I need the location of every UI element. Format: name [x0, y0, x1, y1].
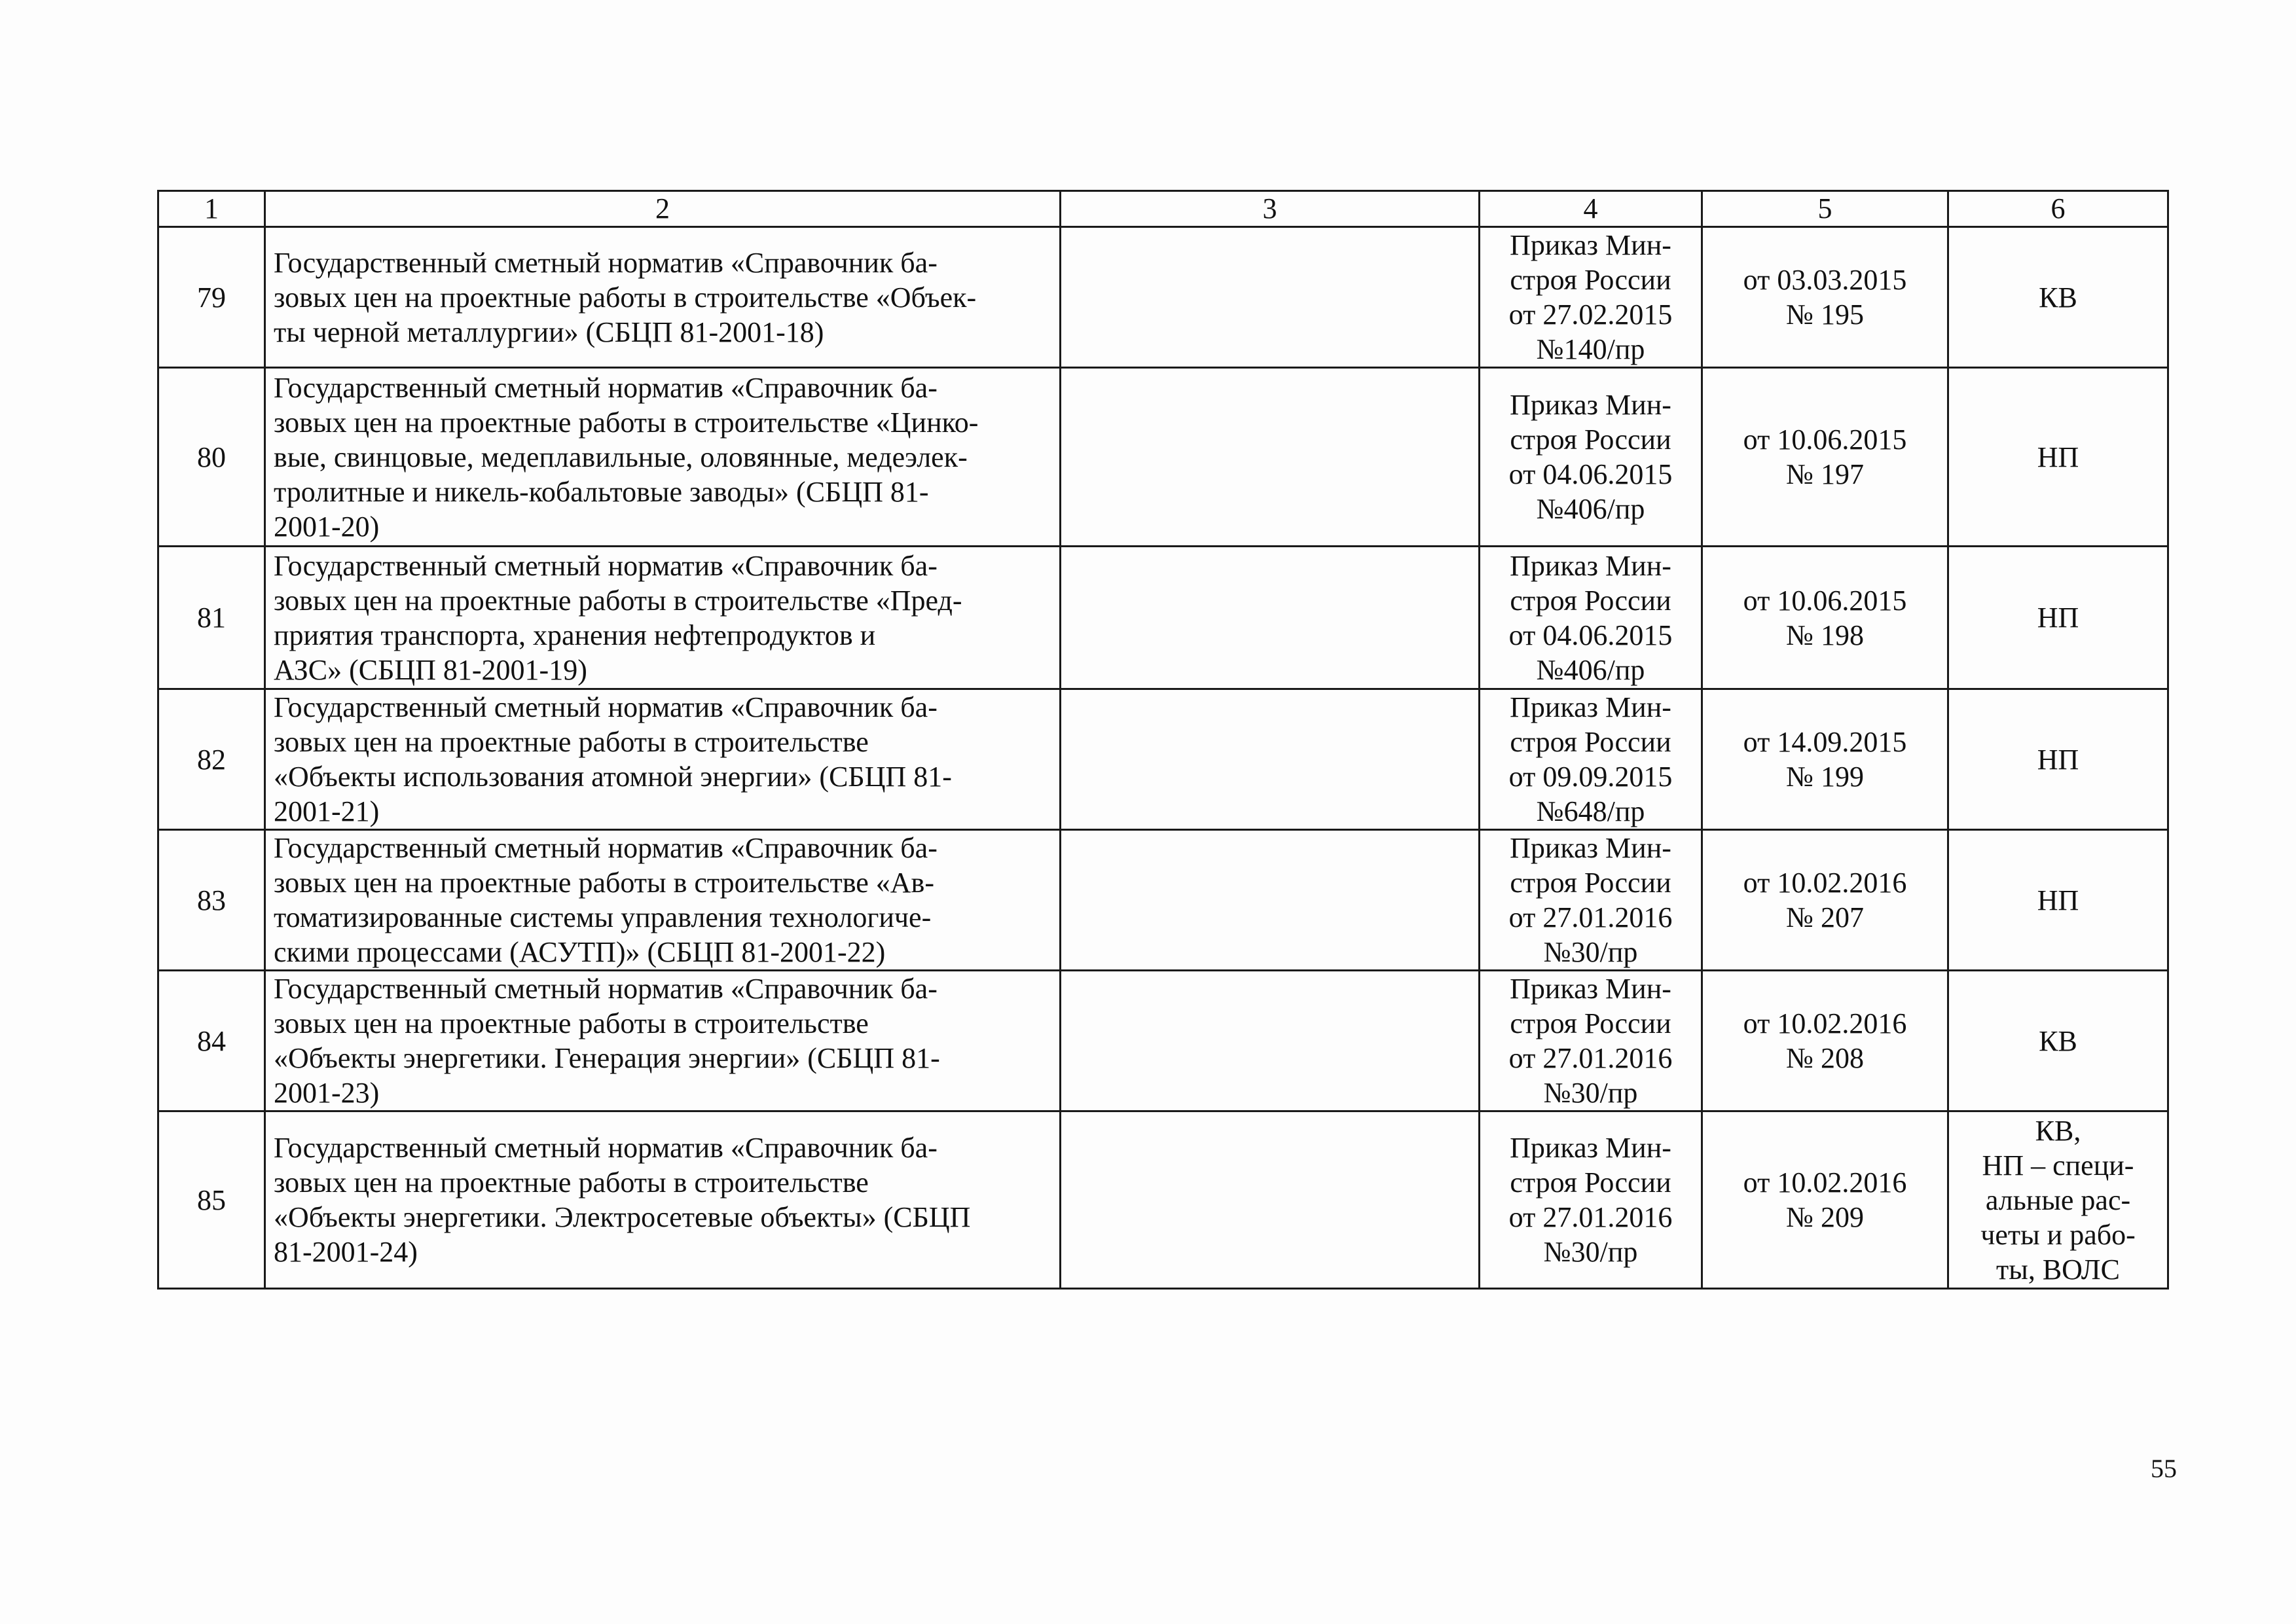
empty-cell — [1061, 830, 1480, 971]
table-row — [158, 689, 2168, 830]
norm-title: Государственный сметный норматив «Справочник ба- зовых цен на проектные работы в строительстве «Ав- томатизированные системы управления технологиче- скими процессами (АСУТП)» (СБЦП 81-2001-22) — [265, 830, 1061, 971]
column-header: 2 — [265, 191, 1061, 227]
registration-record: от 10.02.2016 № 209 — [1702, 1111, 1948, 1289]
table-row — [158, 1111, 2168, 1289]
registration-record: от 10.02.2016 № 207 — [1702, 830, 1948, 971]
row-number: 85 — [158, 1111, 265, 1289]
registration-record: от 10.06.2015 № 198 — [1702, 547, 1948, 689]
empty-cell — [1061, 368, 1480, 547]
column-header: 6 — [1948, 191, 2168, 227]
norm-title: Государственный сметный норматив «Справочник ба- зовых цен на проектные работы в строительстве «Объекты энергетики. Электросетевые объекты» (СБЦП 81-2001-24) — [265, 1111, 1061, 1289]
approval-order: Приказ Мин- строя России от 27.01.2016 №30/пр — [1480, 1111, 1702, 1289]
status-code: НП — [1948, 547, 2168, 689]
row-number: 84 — [158, 971, 265, 1111]
empty-cell — [1061, 1111, 1480, 1289]
registration-record: от 03.03.2015 № 195 — [1702, 227, 1948, 368]
status-code: НП — [1948, 368, 2168, 547]
empty-cell — [1061, 547, 1480, 689]
table-row — [158, 971, 2168, 1111]
approval-order: Приказ Мин- строя России от 27.01.2016 №30/пр — [1480, 971, 1702, 1111]
empty-cell — [1061, 227, 1480, 368]
row-number: 81 — [158, 547, 265, 689]
table-row — [158, 227, 2168, 368]
column-header: 3 — [1061, 191, 1480, 227]
norms-register-table — [157, 190, 2169, 1290]
approval-order: Приказ Мин- строя России от 04.06.2015 №406/пр — [1480, 547, 1702, 689]
approval-order: Приказ Мин- строя России от 27.02.2015 №140/пр — [1480, 227, 1702, 368]
status-code: КВ — [1948, 227, 2168, 368]
row-number: 80 — [158, 368, 265, 547]
row-number: 82 — [158, 689, 265, 830]
table-row — [158, 368, 2168, 547]
norm-title: Государственный сметный норматив «Справочник ба- зовых цен на проектные работы в строительстве «Объек- ты черной металлургии» (СБЦП 81-2001-18) — [265, 227, 1061, 368]
status-code: КВ — [1948, 971, 2168, 1111]
registration-record: от 10.06.2015 № 197 — [1702, 368, 1948, 547]
approval-order: Приказ Мин- строя России от 27.01.2016 №30/пр — [1480, 830, 1702, 971]
status-code: КВ, НП – специ- альные рас- четы и рабо- ты, ВОЛС — [1948, 1111, 2168, 1289]
column-header: 4 — [1480, 191, 1702, 227]
column-header: 1 — [158, 191, 265, 227]
table-header-row — [158, 191, 2168, 227]
status-code: НП — [1948, 830, 2168, 971]
empty-cell — [1061, 689, 1480, 830]
row-number: 79 — [158, 227, 265, 368]
norm-title: Государственный сметный норматив «Справочник ба- зовых цен на проектные работы в строительстве «Цинко- вые, свинцовые, медеплавильные, оловянные, медеэлек- тролитные и никель-кобальтовые заводы» (СБЦП 81- 2001-20) — [265, 368, 1061, 547]
approval-order: Приказ Мин- строя России от 09.09.2015 №648/пр — [1480, 689, 1702, 830]
column-header: 5 — [1702, 191, 1948, 227]
status-code: НП — [1948, 689, 2168, 830]
table-row — [158, 830, 2168, 971]
registration-record: от 10.02.2016 № 208 — [1702, 971, 1948, 1111]
norm-title: Государственный сметный норматив «Справочник ба- зовых цен на проектные работы в строительстве «Объекты энергетики. Генерация энергии» (СБЦП 81- 2001-23) — [265, 971, 1061, 1111]
registration-record: от 14.09.2015 № 199 — [1702, 689, 1948, 830]
empty-cell — [1061, 971, 1480, 1111]
norm-title: Государственный сметный норматив «Справочник ба- зовых цен на проектные работы в строительстве «Пред- приятия транспорта, хранения нефтепродуктов и АЗС» (СБЦП 81-2001-19) — [265, 547, 1061, 689]
page-number: 55 — [2151, 1454, 2177, 1483]
approval-order: Приказ Мин- строя России от 04.06.2015 №406/пр — [1480, 368, 1702, 547]
norm-title: Государственный сметный норматив «Справочник ба- зовых цен на проектные работы в строительстве «Объекты использования атомной энергии» (СБЦП 81- 2001-21) — [265, 689, 1061, 830]
row-number: 83 — [158, 830, 265, 971]
table-row — [158, 547, 2168, 689]
